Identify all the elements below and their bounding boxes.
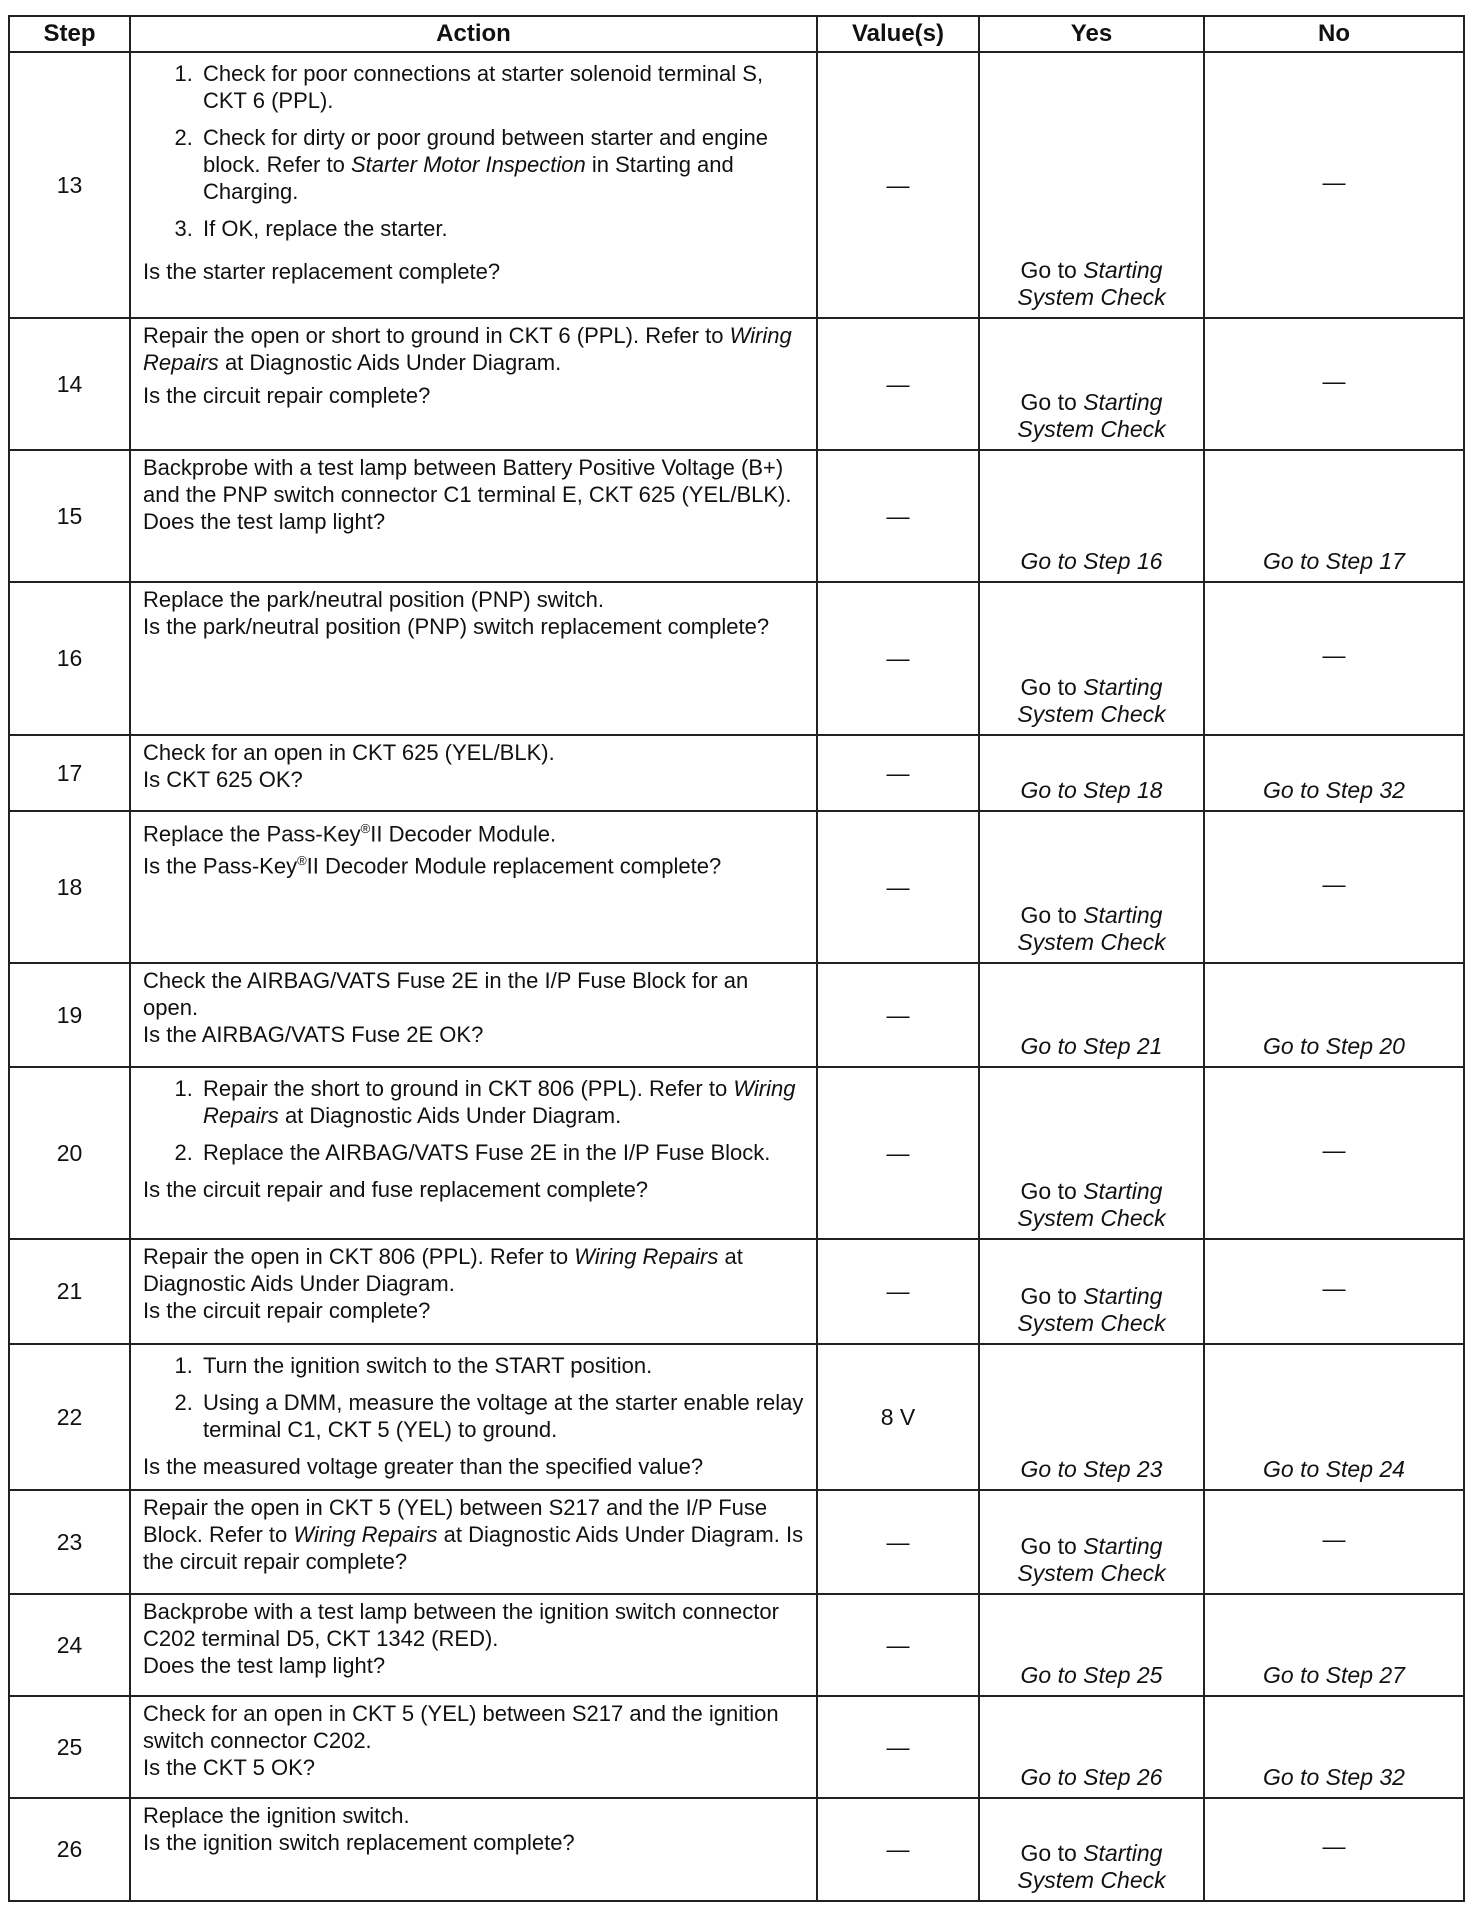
action-question: Is the circuit repair complete? (143, 1298, 431, 1323)
action-cell (130, 963, 817, 1067)
step-number: 13 (9, 52, 130, 318)
action-cell (130, 1696, 817, 1798)
step-number: 14 (9, 318, 130, 450)
yes-cell: Go to Starting System Check (979, 1239, 1204, 1344)
table-row (9, 318, 1464, 450)
step-number: 18 (9, 811, 130, 963)
yes-cell: Go to Step 25 (979, 1594, 1204, 1696)
action-text: Backprobe with a test lamp between Battery Positive Voltage (B+) and the PNP switch connector C1 terminal E, CKT 625 (YEL/BLK). (143, 455, 792, 507)
action-question: Is the starter replacement complete? (143, 259, 501, 284)
no-cell: — (1204, 811, 1464, 963)
table-row (9, 1696, 1464, 1798)
table-row (9, 1594, 1464, 1696)
yes-cell: Go to Starting System Check (979, 1067, 1204, 1239)
action-question: Is the ignition switch replacement complete? (143, 1830, 575, 1855)
action-step: 3. If OK, replace the starter. (199, 215, 808, 242)
action-steps (143, 1352, 808, 1453)
action-text: Repair the open in CKT 806 (PPL). Refer to Wiring Repairs at Diagnostic Aids Under Diagram. (143, 1244, 743, 1296)
no-cell: — (1204, 1239, 1464, 1344)
value-cell: — (817, 1067, 979, 1239)
action-text: Check for an open in CKT 5 (YEL) between S217 and the ignition switch connector C202. (143, 1701, 779, 1753)
action-question: Does the test lamp light? (143, 1653, 386, 1678)
header-step: Step (9, 16, 130, 52)
table-row (9, 735, 1464, 811)
value-cell: — (817, 735, 979, 811)
step-number: 26 (9, 1798, 130, 1901)
header-action: Action (130, 16, 817, 52)
step-number: 21 (9, 1239, 130, 1344)
no-cell: Go to Step 32 (1204, 1696, 1464, 1798)
table-row (9, 811, 1464, 963)
table-row (9, 450, 1464, 582)
action-cell (130, 450, 817, 582)
action-step: 1. Turn the ignition switch to the START position. (199, 1352, 808, 1379)
no-cell: — (1204, 318, 1464, 450)
action-text: Replace the Pass-Key®II Decoder Module. (143, 821, 557, 847)
value-cell: — (817, 1798, 979, 1901)
yes-cell: Go to Starting System Check (979, 318, 1204, 450)
action-text: Backprobe with a test lamp between the ignition switch connector C202 terminal D5, CKT 1342 (RED). (143, 1599, 779, 1651)
value-cell: — (817, 52, 979, 318)
header-yes: Yes (979, 16, 1204, 52)
step-number: 20 (9, 1067, 130, 1239)
action-text: Replace the ignition switch. (143, 1803, 410, 1828)
step-number: 17 (9, 735, 130, 811)
yes-cell: Go to Step 18 (979, 735, 1204, 811)
action-question: Is CKT 625 OK? (143, 767, 303, 792)
action-step: 2. Replace the AIRBAG/VATS Fuse 2E in the I/P Fuse Block. (199, 1139, 808, 1166)
yes-cell: Go to Step 21 (979, 963, 1204, 1067)
value-cell: — (817, 1696, 979, 1798)
step-number: 15 (9, 450, 130, 582)
no-cell: — (1204, 1490, 1464, 1594)
table-row (9, 52, 1464, 318)
action-question: Is the circuit repair complete? (143, 383, 431, 408)
action-question: Is the measured voltage greater than the specified value? (143, 1454, 704, 1479)
step-number: 22 (9, 1344, 130, 1490)
yes-cell: Go to Step 23 (979, 1344, 1204, 1490)
action-cell (130, 52, 817, 318)
action-step: 1. Check for poor connections at starter solenoid terminal S, CKT 6 (PPL). (199, 60, 808, 114)
table-row (9, 1344, 1464, 1490)
value-cell: — (817, 811, 979, 963)
no-cell: — (1204, 52, 1464, 318)
value-cell: — (817, 1594, 979, 1696)
table-row (9, 1239, 1464, 1344)
step-number: 25 (9, 1696, 130, 1798)
action-cell (130, 1344, 817, 1490)
action-text: Check the AIRBAG/VATS Fuse 2E in the I/P Fuse Block for an open. (143, 968, 749, 1020)
action-cell (130, 582, 817, 735)
diagnostic-table (8, 15, 1465, 1902)
table-row (9, 582, 1464, 735)
table-row (9, 1067, 1464, 1239)
no-cell: Go to Step 17 (1204, 450, 1464, 582)
action-cell (130, 735, 817, 811)
action-cell (130, 1239, 817, 1344)
yes-cell: Go to Starting System Check (979, 1490, 1204, 1594)
no-cell: — (1204, 1067, 1464, 1239)
header-values: Value(s) (817, 16, 979, 52)
action-question: Is the park/neutral position (PNP) switch replacement complete? (143, 614, 770, 639)
table-row (9, 963, 1464, 1067)
action-question: Is the Pass-Key®II Decoder Module replacement complete? (143, 853, 722, 879)
yes-cell: Go to Starting System Check (979, 582, 1204, 735)
value-cell: — (817, 318, 979, 450)
action-text: Replace the park/neutral position (PNP) switch. (143, 587, 604, 612)
value-cell: — (817, 963, 979, 1067)
action-cell (130, 318, 817, 450)
value-cell: — (817, 450, 979, 582)
action-cell (130, 1067, 817, 1239)
header-no: No (1204, 16, 1464, 52)
step-number: 19 (9, 963, 130, 1067)
action-text: Repair the open in CKT 5 (YEL) between S217 and the I/P Fuse Block. Refer to Wiring Repairs at Diagnostic Aids Under Diagram. Is the circuit repair complete? (143, 1495, 804, 1574)
value-cell: — (817, 1239, 979, 1344)
no-cell: — (1204, 1798, 1464, 1901)
no-cell: — (1204, 582, 1464, 735)
no-cell: Go to Step 27 (1204, 1594, 1464, 1696)
value-cell: 8 V (817, 1344, 979, 1490)
step-number: 16 (9, 582, 130, 735)
no-cell: Go to Step 24 (1204, 1344, 1464, 1490)
action-question: Is the circuit repair and fuse replacement complete? (143, 1177, 649, 1202)
yes-cell: Go to Starting System Check (979, 52, 1204, 318)
yes-cell: Go to Step 26 (979, 1696, 1204, 1798)
action-question: Is the CKT 5 OK? (143, 1755, 316, 1780)
action-question: Does the test lamp light? (143, 509, 386, 534)
action-steps (143, 60, 808, 252)
action-cell (130, 1594, 817, 1696)
step-number: 24 (9, 1594, 130, 1696)
action-text: Repair the open or short to ground in CKT 6 (PPL). Refer to Wiring Repairs at Diagnostic Aids Under Diagram. (143, 323, 792, 375)
action-cell (130, 1490, 817, 1594)
action-steps (143, 1075, 808, 1176)
yes-cell: Go to Starting System Check (979, 1798, 1204, 1901)
action-question: Is the AIRBAG/VATS Fuse 2E OK? (143, 1022, 484, 1047)
action-step: 2. Using a DMM, measure the voltage at the starter enable relay terminal C1, CKT 5 (YEL) to ground. (199, 1389, 808, 1443)
yes-cell: Go to Starting System Check (979, 811, 1204, 963)
action-step: 1. Repair the short to ground in CKT 806 (PPL). Refer to Wiring Repairs at Diagnostic Aids Under Diagram. (199, 1075, 808, 1129)
step-number: 23 (9, 1490, 130, 1594)
action-text: Check for an open in CKT 625 (YEL/BLK). (143, 740, 555, 765)
table-row (9, 1798, 1464, 1901)
yes-cell: Go to Step 16 (979, 450, 1204, 582)
no-cell: Go to Step 32 (1204, 735, 1464, 811)
no-cell: Go to Step 20 (1204, 963, 1464, 1067)
action-cell (130, 811, 817, 963)
value-cell: — (817, 582, 979, 735)
value-cell: — (817, 1490, 979, 1594)
action-cell (130, 1798, 817, 1901)
header-row (9, 16, 1464, 52)
action-step: 2. Check for dirty or poor ground between starter and engine block. Refer to Starter Motor Inspection in Starting and Charging. (199, 124, 808, 205)
table-row (9, 1490, 1464, 1594)
